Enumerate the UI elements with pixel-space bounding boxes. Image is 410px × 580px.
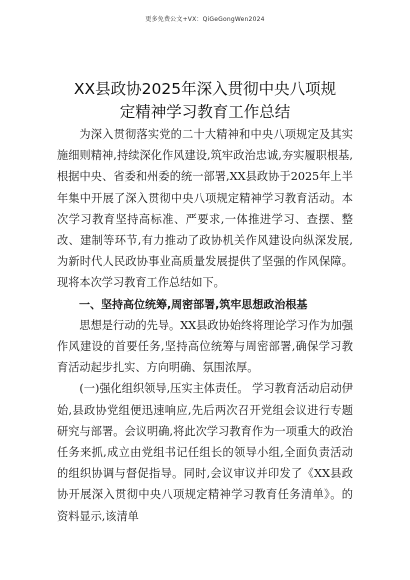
subsection-1-paragraph <box>57 378 353 526</box>
header-note: 更多免费公文+VX：QiGeGongWen2024 <box>145 16 265 23</box>
subsection-1-text: 学习教育活动启动伊始,县政协党组便迅速响应,先后两次召开党组会议进行专题研究与部署。会议明确,将此次学习教育作为一项重大的政治任务来抓,成立由党组书记任组长的领导小组,全面负责活动的组织协调与督促指导。同时,会议审议并印发了《XX县政协开展深入贯彻中央八项规定精神学习教育任务清单》。的资料显示,该清单 <box>57 382 353 523</box>
document-body <box>57 124 353 527</box>
intro-paragraph: 为深入贯彻落实党的二十大精神和中央八项规定及其实施细则精神,持续深化作风建设,筑牢政治忠诚,夯实履职根基,根据中央、省委和州委的统一部署,XX县政协于2025年上半年集中开展了深入贯彻中央八项规定精神学习教育活动。本次学习教育坚持高标准、严要求,一体推进学习、查摆、整改、建制等环节,有力推动了政协机关作风建设向纵深发展,为新时代人民政协事业高质量发展提供了坚强的作风保障。现将本次学习教育工作总结如下。 <box>57 128 353 290</box>
section-heading-1: 一、坚持高位统筹,周密部署,筑牢思想政治根基 <box>79 297 308 311</box>
document-title: XX县政协2025年深入贯彻中央八项规定精神学习教育工作总结 <box>73 80 337 121</box>
subsection-1-heading: (一)强化组织领导,压实主体责任。 <box>79 382 249 396</box>
section-1-paragraph: 思想是行动的先导。XX县政协始终将理论学习作为加强作风建设的首要任务,坚持高位统筹与周密部署,确保学习教育活动起步扎实、方向明确、氛围浓厚。 <box>57 318 353 375</box>
